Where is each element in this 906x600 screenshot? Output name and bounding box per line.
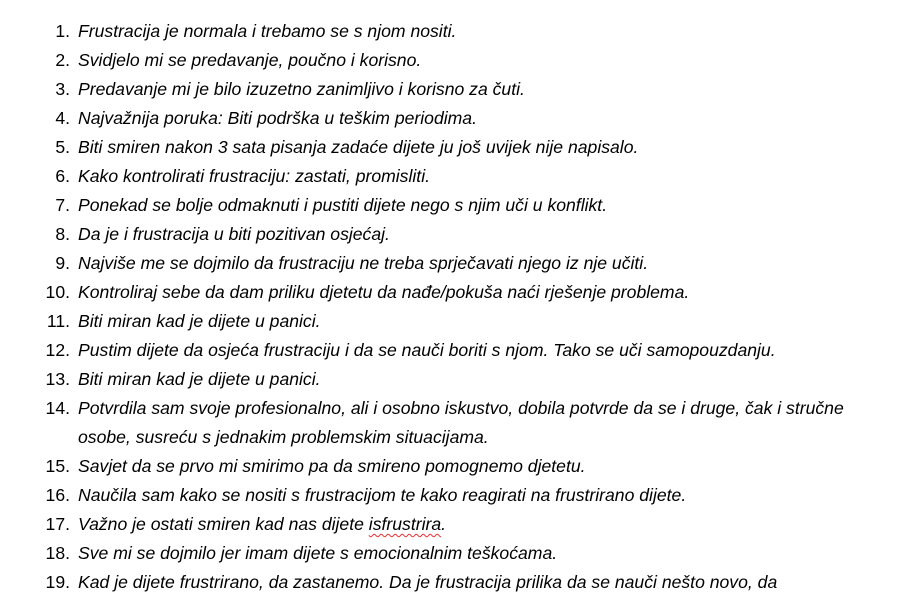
list-number: 18.: [45, 543, 70, 563]
list-text: Sve mi se dojmilo jer imam dijete s emocionalnim teškoćama.: [78, 543, 558, 563]
list-text: Najvažnija poruka: Biti podrška u teškim periodima.: [78, 108, 477, 128]
list-number: 6.: [55, 166, 70, 186]
list-number: 11.: [46, 311, 70, 331]
list-text: Ponekad se bolje odmaknuti i pustiti dijete nego s njim uči u konflikt.: [78, 195, 608, 215]
list-text: Biti miran kad je dijete u panici.: [78, 311, 321, 331]
list-item: [0, 75, 906, 104]
list-item: [0, 191, 906, 220]
list-text: Najviše me se dojmilo da frustraciju ne treba sprječavati njego iz nje učiti.: [78, 253, 649, 273]
list-text: Kako kontrolirati frustraciju: zastati, promisliti.: [78, 166, 430, 186]
list-item: [0, 133, 906, 162]
list-item: [0, 17, 906, 46]
list-item: [0, 162, 906, 191]
list-text-part: Važno je ostati smiren kad nas dijete: [78, 514, 369, 534]
list-number: 8.: [55, 224, 70, 244]
list-number: 5.: [55, 137, 70, 157]
list-text: Savjet da se prvo mi smirimo pa da smireno pomognemo djetetu.: [78, 456, 586, 476]
list-item: [0, 307, 906, 336]
list-text: Biti miran kad je dijete u panici.: [78, 369, 321, 389]
list-number: 1.: [55, 21, 70, 41]
list-text: Pustim dijete da osjeća frustraciju i da se nauči boriti s njom. Tako se uči samopouzdanju.: [78, 340, 776, 360]
list-item: [0, 104, 906, 133]
list-text: Biti smiren nakon 3 sata pisanja zadaće dijete ju još uvijek nije napisalo.: [78, 137, 639, 157]
list-item: [0, 452, 906, 481]
list-item: [0, 568, 906, 597]
list-text-part: .: [441, 514, 447, 534]
list-text: Potvrdila sam svoje profesionalno, ali i osobno iskustvo, dobila potvrde da se i druge, čak i stručne osobe, susreću s jednakim problemskim situacijama.: [78, 398, 844, 447]
list-number: 2.: [55, 50, 70, 70]
list-item: [0, 249, 906, 278]
list-text: Svidjelo mi se predavanje, poučno i korisno.: [78, 50, 422, 70]
list-item: [0, 336, 906, 365]
list-item: [0, 539, 906, 568]
list-number: 16.: [45, 485, 70, 505]
list-text: Kontroliraj sebe da dam priliku djetetu da nađe/pokuša naći rješenje problema.: [78, 282, 690, 302]
list-item: [0, 220, 906, 249]
list-item: [0, 510, 906, 539]
list-item: [0, 46, 906, 75]
list-number: 13.: [45, 369, 70, 389]
list-number: 10.: [45, 282, 70, 302]
list-item: [0, 394, 906, 452]
list-number: 17.: [45, 514, 70, 534]
list-text: [78, 510, 878, 539]
list-number: 4.: [55, 108, 70, 128]
spellcheck-word[interactable]: isfrustrira: [368, 514, 442, 534]
list-text: Predavanje mi je bilo izuzetno zanimljivo i korisno za čuti.: [78, 79, 525, 99]
list-number: 12.: [45, 340, 70, 360]
list-text: Naučila sam kako se nositi s frustracijom te kako reagirati na frustrirano dijete.: [78, 485, 687, 505]
list-number: 14.: [45, 398, 70, 418]
list-number: 19.: [45, 572, 70, 592]
list-number: 15.: [45, 456, 70, 476]
list-item: [0, 481, 906, 510]
list-text: Frustracija je normala i trebamo se s njom nositi.: [78, 21, 457, 41]
list-number: 3.: [55, 79, 70, 99]
list-item: [0, 365, 906, 394]
list-number: 7.: [55, 195, 70, 215]
list-item: [0, 278, 906, 307]
list-text: Kad je dijete frustrirano, da zastanemo. Da je frustracija prilika da se nauči nešto novo, da: [78, 572, 778, 592]
feedback-list: [0, 17, 906, 597]
list-number: 9.: [55, 253, 70, 273]
list-text: Da je i frustracija u biti pozitivan osjećaj.: [78, 224, 390, 244]
document-page: [0, 17, 906, 597]
